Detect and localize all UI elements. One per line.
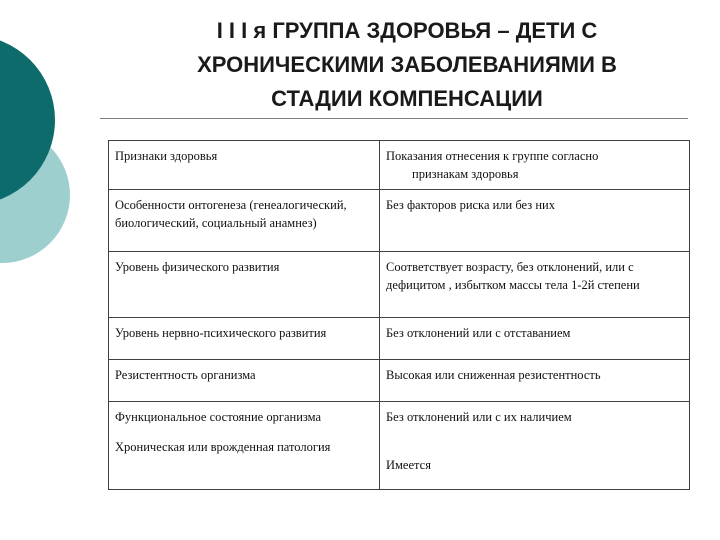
row-value-functional-state: Без отклонений или с их наличием [386,410,572,424]
row-label-physical-development: Уровень физического развития [109,252,380,318]
table-row [109,252,690,318]
health-group-table [108,140,690,490]
row-label-neuropsychic-development: Уровень нервно-психического развития [109,318,380,360]
table-row [109,318,690,360]
header-indications-line-2: признакам здоровья [412,167,519,181]
table-header-row [109,141,690,190]
row-label-chronic-pathology: Хроническая или врожденная патология [115,440,331,454]
title-line-2: ХРОНИЧЕСКИМИ ЗАБОЛЕВАНИЯМИ В [197,52,617,77]
title-divider [100,118,688,119]
title-line-1: I I I я ГРУППА ЗДОРОВЬЯ – ДЕТИ С [216,18,598,43]
slide-title [118,14,696,116]
row-value-neuropsychic-development: Без отклонений или с отставанием [380,318,690,360]
table-row [109,360,690,402]
table-row [109,190,690,252]
row-value-ontogenesis: Без факторов риска или без них [380,190,690,252]
row-value-resistance: Высокая или сниженная резистентность [380,360,690,402]
row-value-functional-and-pathology [380,402,690,490]
header-cell-indications [380,141,690,190]
row-value-physical-development: Соответствует возрасту, без отклонений, или с дефицитом , избытком массы тела 1-2й степени [380,252,690,318]
decorative-circles [0,0,120,300]
row-label-resistance: Резистентность организма [109,360,380,402]
table-row [109,402,690,490]
title-line-3: СТАДИИ КОМПЕНСАЦИИ [271,86,543,111]
row-label-ontogenesis: Особенности онтогенеза (генеалогический, биологический, социальный анамнез) [109,190,380,252]
row-label-functional-and-pathology [109,402,380,490]
header-cell-signs: Признаки здоровья [109,141,380,190]
header-indications-line-1: Показания отнесения к группе согласно [386,149,599,163]
row-value-chronic-pathology: Имеется [386,458,431,472]
row-label-functional-state: Функциональное состояние организма [115,410,322,424]
decorative-circles-graphic [0,0,120,300]
